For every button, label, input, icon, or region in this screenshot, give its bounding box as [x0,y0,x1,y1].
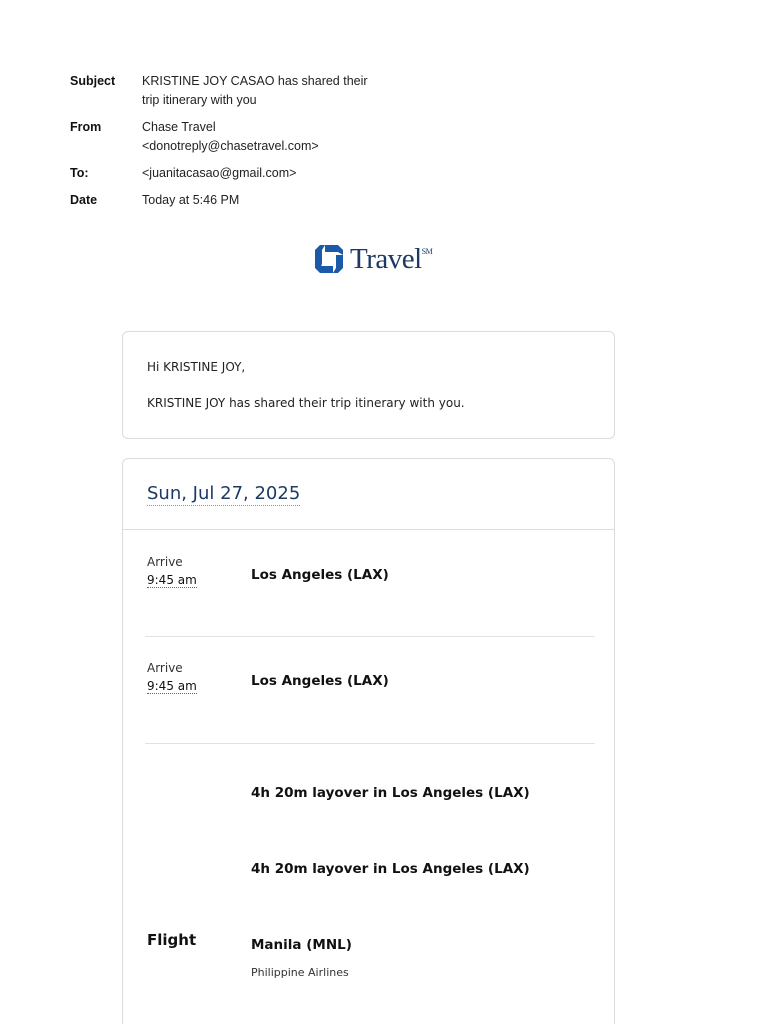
segment-divider [145,743,595,744]
from-label: From [70,120,102,134]
airline-name: Philippine Airlines [251,966,349,979]
to-address[interactable]: <juanitacasao@gmail.com> [142,166,297,180]
flight-origin: Manila (MNL) [251,937,352,953]
arrive-time[interactable]: 9:45 am [147,679,197,693]
date-label: Date [70,193,98,207]
arrival-segment [147,661,595,701]
arrival-segment [147,555,595,595]
from-name: Chase Travel [142,120,216,134]
logo-word: Travel [350,242,422,275]
chase-travel-logo[interactable] [314,240,432,278]
subject-label: Subject [70,74,116,88]
flight-segment [147,931,595,991]
from-value[interactable] [142,118,392,156]
arrive-label: Arrive [147,555,183,569]
logo-text [350,243,432,276]
greeting-card [122,331,615,439]
arrival-place: Los Angeles (LAX) [251,673,389,689]
subject-row [70,72,710,110]
layover-text: 4h 20m layover in Los Angeles (LAX) [251,785,530,801]
layover-segment [147,785,595,805]
from-row [70,118,710,156]
arrive-label: Arrive [147,661,183,675]
itinerary-card [122,458,615,1024]
to-row [70,164,710,183]
arrival-place: Los Angeles (LAX) [251,567,389,583]
chase-octagon-icon [314,244,344,274]
email-header [70,72,710,210]
date-value: Today at 5:46 PM [142,193,240,207]
itinerary-date[interactable]: Sun, Jul 27, 2025 [147,483,301,504]
subject-value [142,72,392,110]
layover-text: 4h 20m layover in Los Angeles (LAX) [251,861,530,877]
itinerary-date-header [123,459,614,530]
greeting-message: KRISTINE JOY has shared their trip itinerary with you. [147,396,465,410]
subject-line-1: KRISTINE JOY CASAO has shared their [142,74,368,88]
to-label: To: [70,166,89,180]
greeting-line: Hi KRISTINE JOY, [147,360,246,374]
logo-trademark: SM [421,246,433,256]
date-row [70,191,710,210]
segment-divider [145,636,595,637]
flight-label: Flight [147,931,197,949]
subject-line-2: trip itinerary with you [142,93,257,107]
arrive-time[interactable]: 9:45 am [147,573,197,587]
from-address: <donotreply@chasetravel.com> [142,139,319,153]
layover-segment [147,861,595,881]
